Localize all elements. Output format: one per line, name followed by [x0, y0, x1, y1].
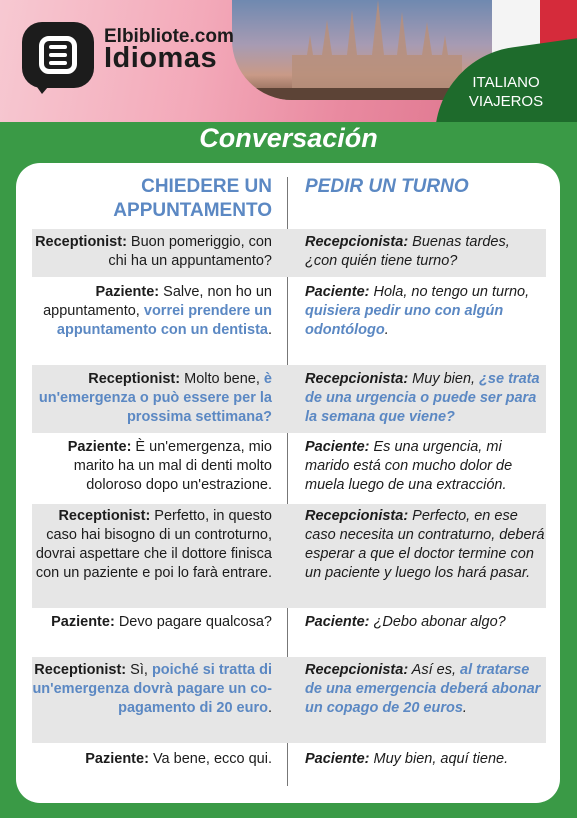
line-text: ¿Debo abonar algo? — [369, 614, 506, 630]
speaker-label: Receptionist: — [88, 371, 181, 387]
speaker-label: Paciente: — [305, 439, 370, 455]
column-heading-spanish: PEDIR UN TURNO — [305, 176, 469, 197]
spanish-line — [305, 507, 545, 583]
dialogue-row — [32, 436, 546, 500]
spanish-line — [305, 283, 545, 340]
speaker-label: Recepcionista: — [305, 508, 409, 524]
brand-site: Elbibliote.com — [104, 26, 234, 47]
speaker-label: Recepcionista: — [305, 662, 409, 678]
logo-tail — [32, 80, 54, 94]
chat-logo-icon — [22, 22, 94, 88]
line-text: Sì, — [126, 662, 152, 678]
speaker-label: Paziente: — [67, 439, 132, 455]
line-text: Salve, non ho un appuntamento, — [43, 284, 272, 319]
spanish-line — [305, 613, 545, 632]
highlight-text: al tratarse de una emergencia deberá abonar un copago de 20 euros — [305, 662, 541, 716]
highlight-text: vorrei prendere un appuntamento con un dentista — [56, 303, 272, 338]
speaker-label: Paciente: — [305, 751, 370, 767]
line-text: Buon pomeriggio, con chi ha un appuntamento? — [108, 234, 272, 269]
italian-line — [32, 283, 272, 340]
line-text: Devo pagare qualcosa? — [114, 614, 272, 630]
spanish-line — [305, 661, 545, 718]
italian-line — [32, 370, 272, 427]
line-text: Muy bien, aquí tiene. — [369, 751, 509, 767]
line-text: Perfetto, in questo caso hai bisogno di un controturno, dovrai aspettare che il dottore finisca con un paziente e poi lo farà entrare. — [35, 508, 272, 581]
speaker-label: Paziente: — [51, 614, 115, 630]
dialogue-row — [32, 229, 546, 277]
italian-line — [32, 233, 272, 271]
line-tail: . — [384, 322, 389, 338]
dialogue-row — [32, 279, 546, 361]
brand-name: Idiomas — [104, 42, 218, 74]
dialogue-row — [32, 747, 546, 775]
line-text: Así es, — [408, 662, 460, 678]
speaker-label: Receptionist: — [34, 662, 127, 678]
dialogue-row — [32, 611, 546, 655]
speaker-label: Paciente: — [305, 284, 370, 300]
line-tail: . — [267, 700, 272, 716]
line-text: Va bene, ecco qui. — [148, 751, 272, 767]
speaker-label: Receptionist: — [58, 508, 151, 524]
header-banner — [0, 0, 577, 122]
italian-line — [32, 750, 272, 769]
spanish-line — [305, 233, 545, 271]
dialogue-row — [32, 657, 546, 743]
italian-line — [32, 438, 272, 495]
speaker-label: Paziente: — [95, 284, 160, 300]
spanish-line — [305, 370, 545, 427]
language-tag — [446, 73, 566, 111]
italian-line — [32, 661, 272, 718]
spanish-line — [305, 438, 545, 495]
page-title: Conversación — [199, 123, 378, 153]
line-text: Hola, no tengo un turno, — [369, 284, 530, 300]
line-text: Muy bien, — [408, 371, 480, 387]
highlight-text: poiché si tratta di un'emergenza dovrà pagare un co-pagamento di 20 euro — [32, 662, 272, 716]
line-text: Molto bene, — [180, 371, 264, 387]
speaker-label: Recepcionista: — [305, 234, 409, 250]
line-tail: . — [462, 700, 467, 716]
highlight-text: è un'emergenza o può essere per la prossima settimana? — [38, 371, 272, 425]
dialogue-row — [32, 504, 546, 608]
dialogue-row — [32, 365, 546, 433]
italian-line — [32, 613, 272, 632]
line-tail: . — [267, 322, 272, 338]
line-text: Es una urgencia, mi marido está con mucho dolor de muela luego de una extracción. — [305, 439, 513, 493]
speaker-label: Receptionist: — [35, 234, 127, 250]
italian-line — [32, 507, 272, 583]
column-heading-italian: CHIEDERE UN APPUNTAMENTO — [113, 176, 272, 221]
spanish-line — [305, 750, 545, 769]
line-text: Perfecto, en ese caso necesita un contraturno, deberá esperar a que el doctor termine con un paciente y luego los hará pasar. — [305, 508, 545, 581]
speaker-label: Paciente: — [305, 614, 370, 630]
line-text: È un'emergenza, mio marito ha un mal di denti molto doloroso dopo un'estrazione. — [73, 439, 272, 493]
speaker-label: Recepcionista: — [305, 371, 409, 387]
highlight-text: quisiera pedir uno con algún odontólogo — [305, 303, 504, 338]
highlight-text: ¿se trata de una urgencia o puede ser para la semana que viene? — [305, 371, 540, 425]
line-text: Buenas tardes, ¿con quién tiene turno? — [305, 234, 510, 269]
speaker-label: Paziente: — [85, 751, 149, 767]
language-tag-line1: ITALIANO — [472, 74, 540, 91]
language-tag-line2: VIAJEROS — [468, 93, 544, 110]
